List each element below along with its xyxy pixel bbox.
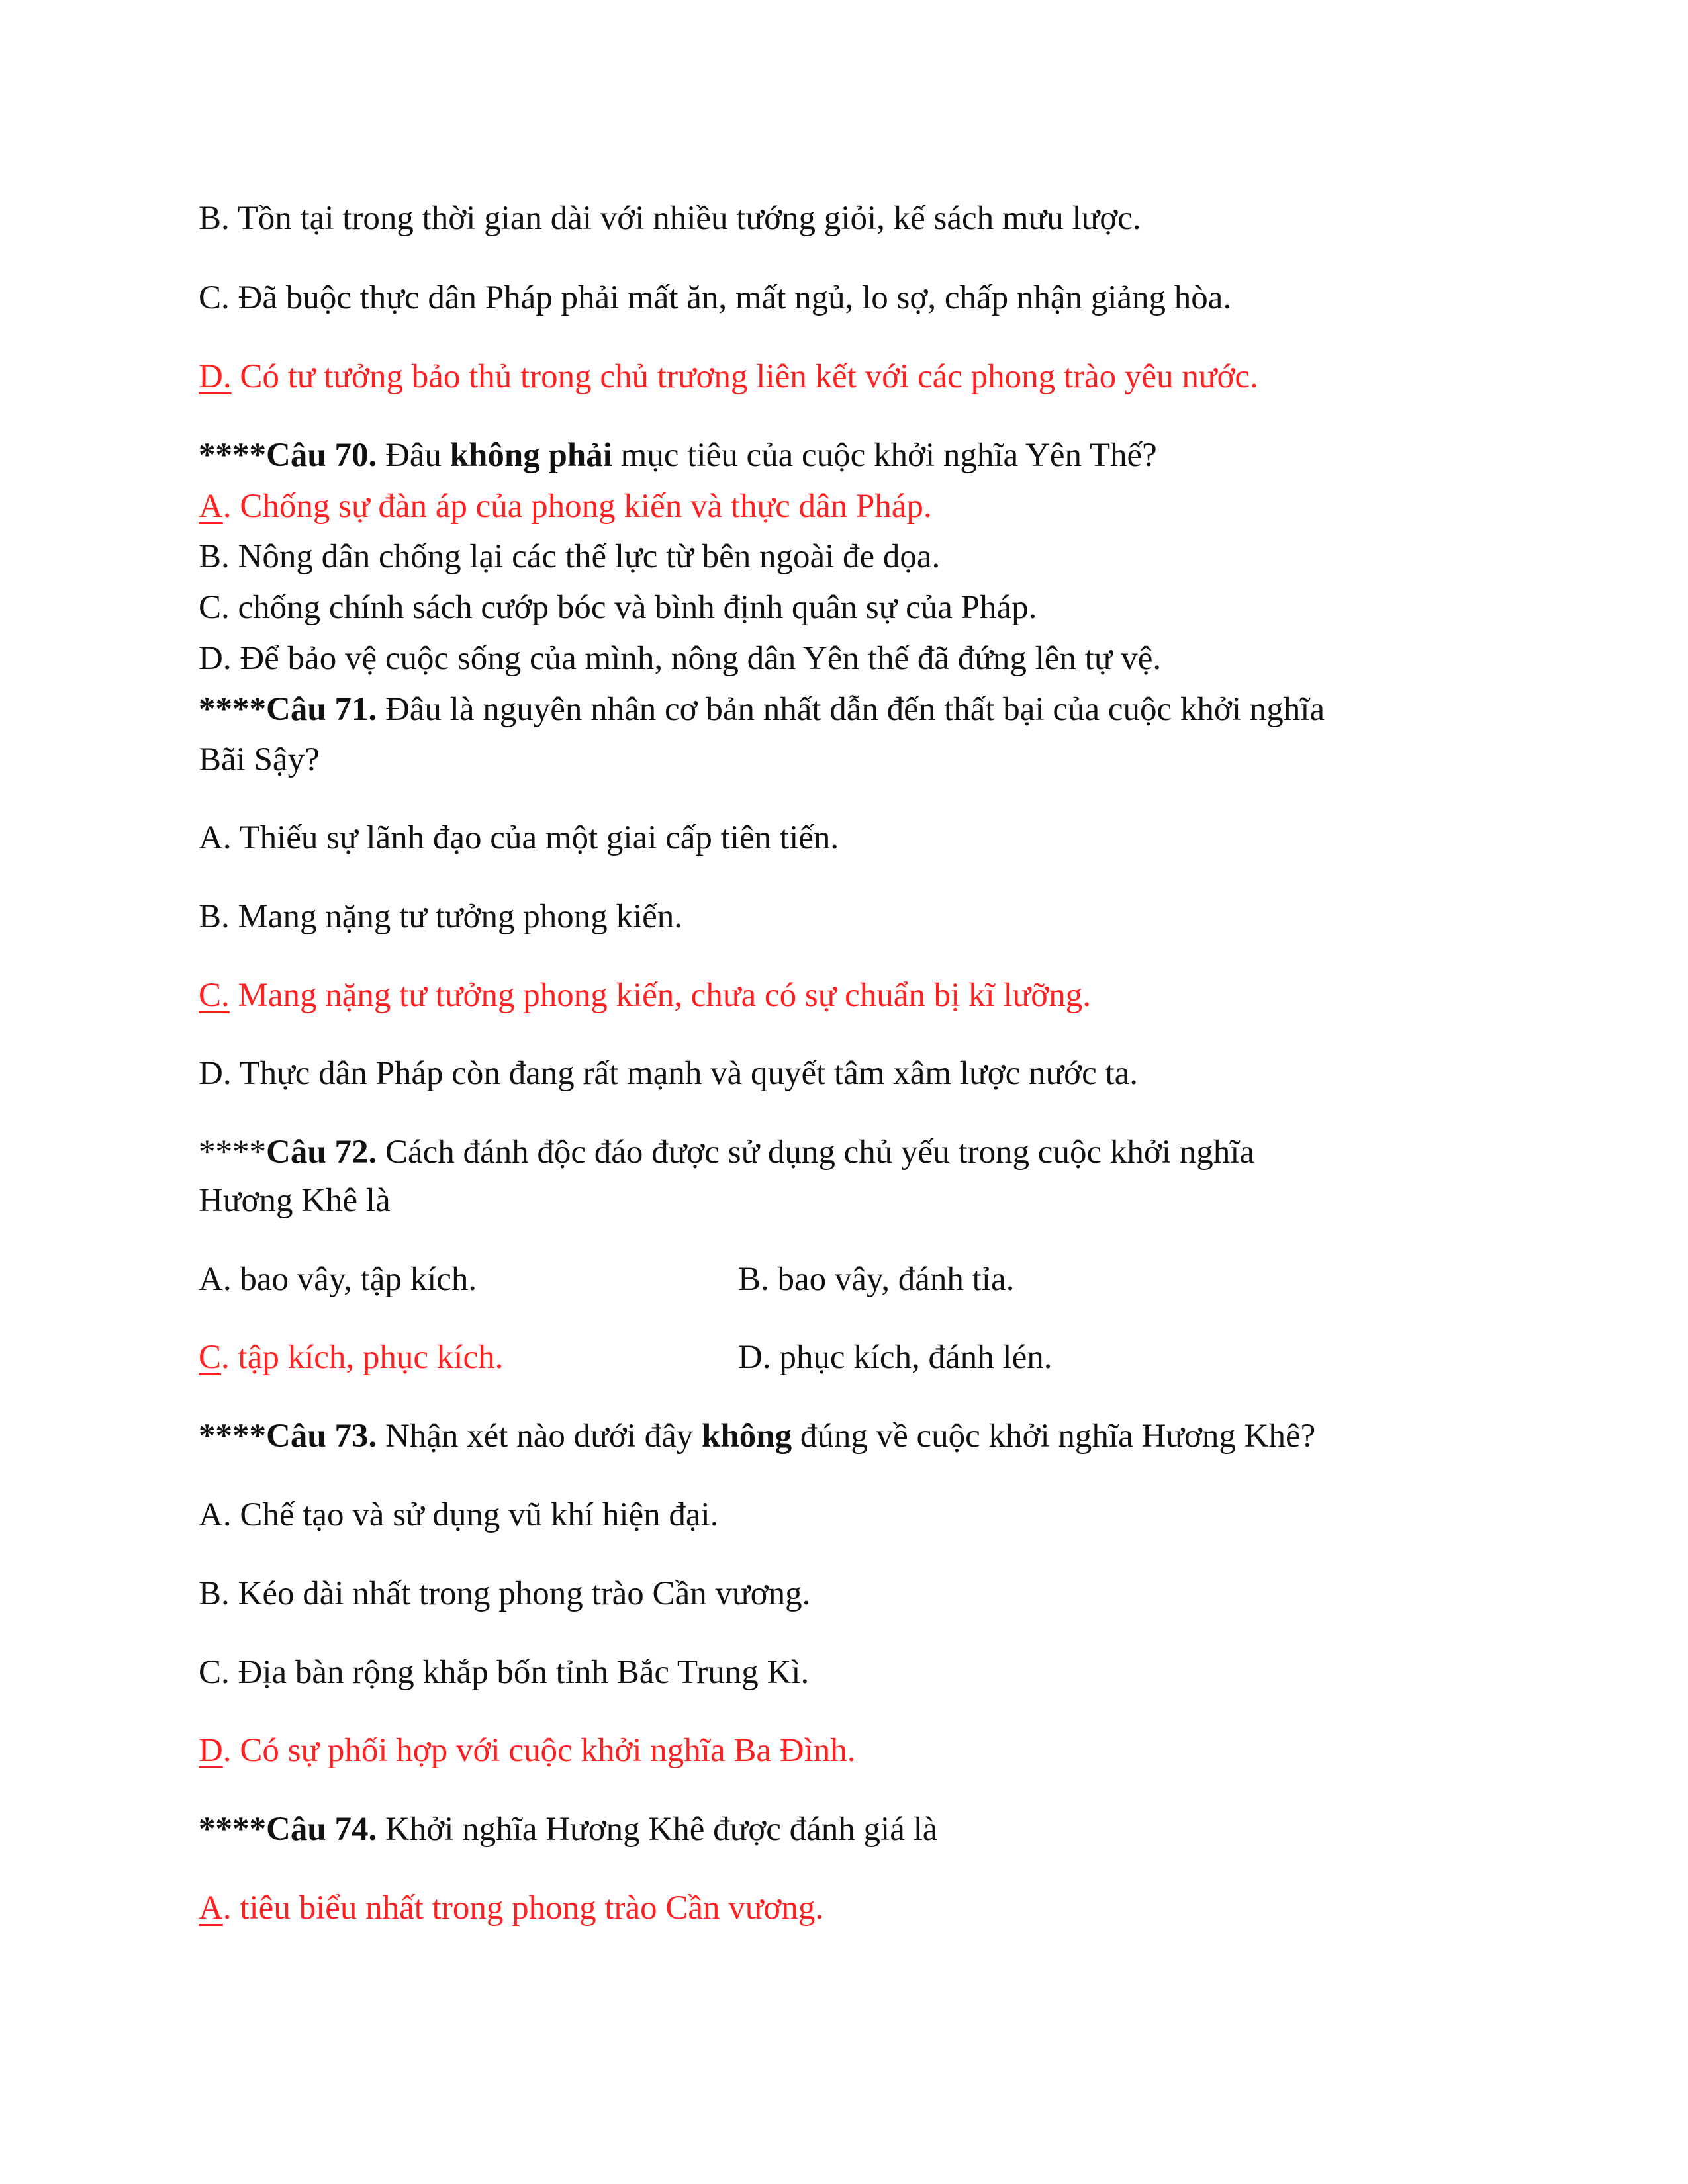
stem-emphasis: không <box>702 1418 792 1455</box>
q73-option-b <box>199 1574 810 1614</box>
option-letter: C <box>199 1654 222 1691</box>
q73-option-a <box>199 1495 718 1535</box>
q71-option-d <box>199 1054 1138 1093</box>
option-text: . tập kích, phục kích. <box>221 1339 504 1376</box>
question-stars: **** <box>199 691 266 728</box>
q71-stem <box>199 690 1325 729</box>
option-text: . Chế tạo và sử dụng vũ khí hiện đại. <box>222 1496 719 1533</box>
option-text: . Mang nặng tư tưởng phong kiến. <box>221 898 683 935</box>
stem-text: đúng về cuộc khởi nghĩa Hương Khê? <box>792 1418 1316 1455</box>
q71-option-a <box>199 818 839 858</box>
option-letter: B <box>199 538 222 575</box>
question-label: Câu 70. <box>266 437 377 474</box>
option-text: . Để bảo vệ cuộc sống của mình, nông dân Yên thế đã đứng lên tự vệ. <box>222 640 1162 677</box>
option-letter: A <box>199 1889 223 1927</box>
option-letter: B <box>199 200 222 237</box>
question-label: Câu 74. <box>266 1811 377 1848</box>
q73-option-d-correct <box>199 1731 856 1770</box>
option-letter: A <box>199 488 223 525</box>
q73-stem <box>199 1416 1315 1456</box>
option-letter: C <box>199 589 222 626</box>
stem-text: Nhận xét nào dưới đây <box>377 1418 702 1455</box>
option-text: . Thực dân Pháp còn đang rất mạnh và quyết tâm xâm lược nước ta. <box>222 1055 1139 1092</box>
question-stars: **** <box>199 1418 266 1455</box>
q69-option-b <box>199 199 1141 238</box>
option-letter: A <box>199 819 223 856</box>
option-letter: A <box>199 1261 223 1298</box>
q69-option-d-correct <box>199 357 1258 396</box>
option-letter: D <box>199 640 223 677</box>
option-letter: B <box>199 1575 222 1612</box>
q70-option-c <box>199 588 1037 627</box>
option-text: . bao vây, đánh tỉa. <box>761 1261 1015 1298</box>
question-label: Câu 73. <box>266 1418 377 1455</box>
option-letter: D <box>199 1732 223 1769</box>
question-stars: **** <box>199 1811 266 1848</box>
option-letter: C <box>199 279 222 316</box>
option-letter: C. <box>199 977 230 1014</box>
q70-option-a-correct <box>199 486 932 526</box>
q71-option-b <box>199 897 682 936</box>
q74-option-a-correct <box>199 1888 823 1928</box>
option-text: . phục kích, đánh lén. <box>762 1339 1053 1376</box>
stem-text: Đâu <box>377 437 450 474</box>
option-letter: D <box>738 1339 763 1376</box>
option-text: Có tư tưởng bảo thủ trong chủ trương liên kết với các phong trào yêu nước. <box>231 358 1258 395</box>
q72-option-b <box>738 1259 1014 1299</box>
option-text: . Tồn tại trong thời gian dài với nhiều tướng giỏi, kế sách mưu lược. <box>221 200 1141 237</box>
option-text: . Thiếu sự lãnh đạo của một giai cấp tiên tiến. <box>222 819 839 856</box>
option-letter: D <box>199 1055 223 1092</box>
q71-option-c-correct <box>199 976 1091 1015</box>
question-label: Câu 71. <box>266 691 377 728</box>
option-text: . bao vây, tập kích. <box>222 1261 477 1298</box>
stem-text: Đâu là nguyên nhân cơ bản nhất dẫn đến thất bại của cuộc khởi nghĩa <box>377 691 1325 728</box>
q72-option-d <box>738 1338 1052 1377</box>
q73-option-c <box>199 1653 809 1692</box>
question-label: Câu 72. <box>266 1134 377 1171</box>
stem-text: Khởi nghĩa Hương Khê được đánh giá là <box>377 1811 938 1848</box>
option-text: Mang nặng tư tưởng phong kiến, chưa có sự chuẩn bị kĩ lưỡng. <box>229 977 1091 1014</box>
option-text: . Chống sự đàn áp của phong kiến và thực dân Pháp. <box>222 488 932 525</box>
q74-stem <box>199 1809 937 1849</box>
stem-emphasis: không phải <box>449 437 612 474</box>
stem-text: mục tiêu của cuộc khởi nghĩa Yên Thế? <box>612 437 1157 474</box>
option-text: . Kéo dài nhất trong phong trào Cần vương. <box>221 1575 811 1612</box>
q71-stem-line2: Bãi Sậy? <box>199 741 320 778</box>
option-letter: B <box>199 898 222 935</box>
q72-stem <box>199 1132 1254 1172</box>
question-stars: **** <box>199 437 266 474</box>
question-stars: **** <box>199 1134 266 1171</box>
option-letter: C <box>199 1339 222 1376</box>
q69-option-c <box>199 278 1231 318</box>
option-text: . Đã buộc thực dân Pháp phải mất ăn, mất ngủ, lo sợ, chấp nhận giảng hòa. <box>221 279 1232 316</box>
q70-option-b <box>199 537 940 576</box>
option-letter: D. <box>199 358 232 395</box>
option-letter: A <box>199 1496 223 1533</box>
option-text: . Có sự phối hợp với cuộc khởi nghĩa Ba Đình. <box>222 1732 856 1769</box>
option-text: . Địa bàn rộng khắp bốn tỉnh Bắc Trung Kì. <box>221 1654 810 1691</box>
q72-option-a <box>199 1259 477 1299</box>
option-letter: B <box>738 1261 761 1298</box>
q70-option-d <box>199 639 1161 678</box>
q72-stem-line2: Hương Khê là <box>199 1182 391 1219</box>
stem-text: Cách đánh độc đáo được sử dụng chủ yếu trong cuộc khởi nghĩa <box>377 1134 1255 1171</box>
option-text: . tiêu biểu nhất trong phong trào Cần vương. <box>222 1889 824 1927</box>
option-text: . Nông dân chống lại các thế lực từ bên ngoài đe dọa. <box>221 538 941 575</box>
q70-stem <box>199 435 1157 475</box>
q72-option-c-correct <box>199 1338 503 1377</box>
option-text: . chống chính sách cướp bóc và bình định quân sự của Pháp. <box>221 589 1037 626</box>
